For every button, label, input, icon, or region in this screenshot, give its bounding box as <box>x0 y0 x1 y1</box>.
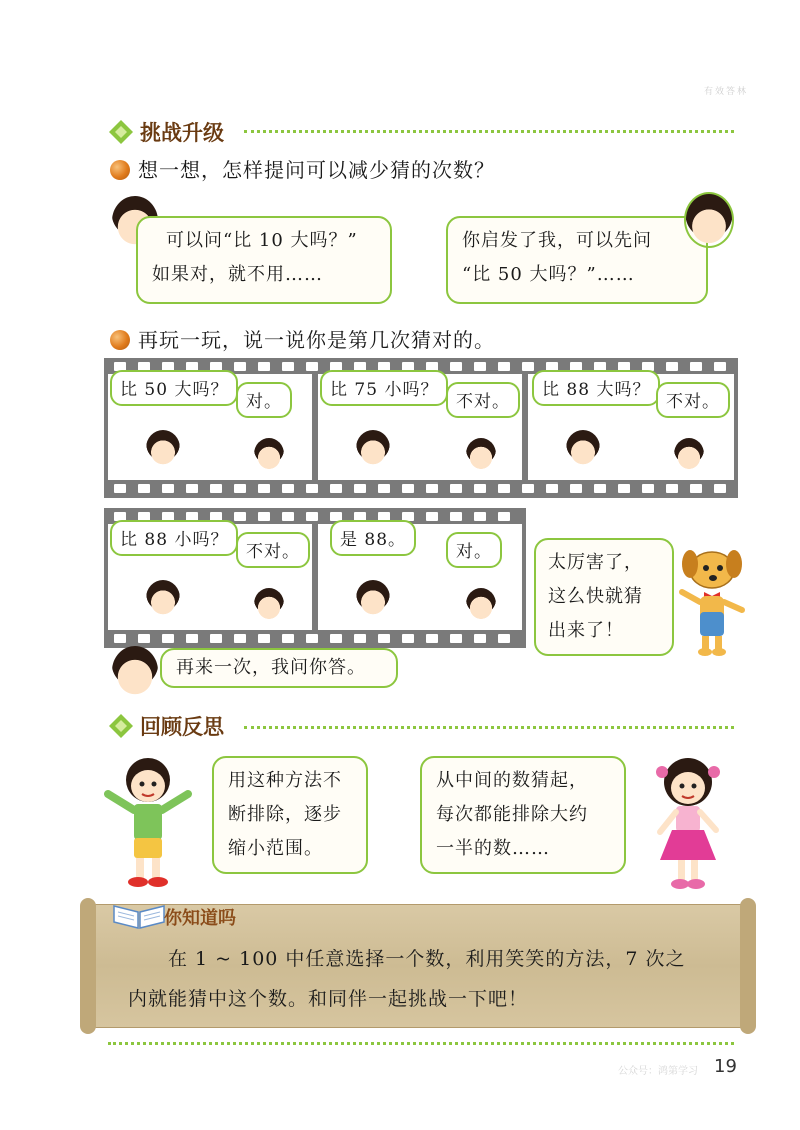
girl-face-icon <box>356 430 390 466</box>
bubble-line: 你启发了我，可以先问 <box>462 230 652 251</box>
diamond-icon <box>108 713 134 739</box>
bubble-line: 断排除，逐步 <box>228 804 342 825</box>
corner-watermark: 有效答林 <box>704 87 749 97</box>
girl-figure-icon <box>640 754 736 892</box>
footer-divider <box>108 1042 734 1045</box>
footer-watermark: 公众号：鸿第学习 <box>618 1066 698 1077</box>
speech-bubble-boy-bottom: 再来一次，我问你答。 <box>160 648 398 688</box>
bubble-line: 太厉害了， <box>548 552 643 573</box>
frame-1-question: 比 50 大吗？ <box>110 370 238 406</box>
bubble-line: 从中间的数猜起， <box>436 770 588 791</box>
question-2: 再玩一玩，说一说你是第几次猜对的。 <box>138 328 495 352</box>
did-you-know-line-2: 内就能猜中这个数。和同伴一起挑战一下吧！ <box>128 988 529 1010</box>
bubble-line: 可以问“比 10 大吗？” <box>166 230 358 251</box>
did-you-know-title: 你知道吗 <box>164 908 236 929</box>
boy-face-icon <box>254 438 284 470</box>
frame-3-question: 比 88 大吗？ <box>532 370 660 406</box>
bullet-icon <box>110 330 130 350</box>
bubble-line: 缩小范围。 <box>228 838 323 859</box>
boy-face-icon <box>466 438 496 470</box>
speech-bubble-dog <box>534 538 674 656</box>
bubble-line: 出来了！ <box>548 620 624 641</box>
frame-2-answer: 不对。 <box>446 382 520 418</box>
frame-3-answer: 不对。 <box>656 382 730 418</box>
boy-face-icon <box>674 438 704 470</box>
question-1: 想一想，怎样提问可以减少猜的次数？ <box>138 158 495 182</box>
frame-5-question: 是 88。 <box>330 520 416 556</box>
did-you-know-line-1: 在 1 ~ 100 中任意选择一个数，利用笑笑的方法，7 次之 <box>168 948 686 970</box>
bubble-line: 每次都能排除大约 <box>436 804 588 825</box>
diamond-icon <box>108 119 134 145</box>
section-title: 回顾反思 <box>140 715 224 739</box>
page-number: 19 <box>714 1056 737 1077</box>
frame-1-answer: 对。 <box>236 382 292 418</box>
section-divider <box>244 130 734 133</box>
bubble-line: 用这种方法不 <box>228 770 342 791</box>
book-icon <box>112 896 166 930</box>
section-divider <box>244 726 734 729</box>
frame-2-question: 比 75 小吗？ <box>320 370 448 406</box>
frame-5-answer: 对。 <box>446 532 502 568</box>
girl-face-icon <box>566 430 600 466</box>
scroll-end-left <box>80 898 96 1034</box>
dog-mascot-icon <box>676 548 748 658</box>
frame-4-question: 比 88 小吗？ <box>110 520 238 556</box>
boy-face-icon <box>466 588 496 620</box>
section-header-challenge <box>108 116 224 148</box>
bullet-icon <box>110 160 130 180</box>
section-title: 挑战升级 <box>140 121 224 145</box>
girl-face-icon <box>684 192 734 248</box>
bubble-line: 这么快就猜 <box>548 586 643 607</box>
section-header-review <box>108 710 224 742</box>
speech-bubble-girl <box>446 216 708 304</box>
boy-figure-icon <box>100 754 196 888</box>
bubble-line: 如果对，就不用…… <box>152 264 323 285</box>
girl-face-icon <box>146 430 180 466</box>
girl-face-icon <box>356 580 390 616</box>
boy-face-icon <box>254 588 284 620</box>
speech-bubble-boy <box>136 216 392 304</box>
bubble-line: “比 50 大吗？”…… <box>462 264 635 285</box>
speech-bubble-girl-review <box>420 756 626 874</box>
bubble-line: 一半的数…… <box>436 838 550 859</box>
boy-face-icon <box>112 646 158 696</box>
frame-4-answer: 不对。 <box>236 532 310 568</box>
speech-bubble-boy-review <box>212 756 368 874</box>
girl-face-icon <box>146 580 180 616</box>
scroll-end-right <box>740 898 756 1034</box>
